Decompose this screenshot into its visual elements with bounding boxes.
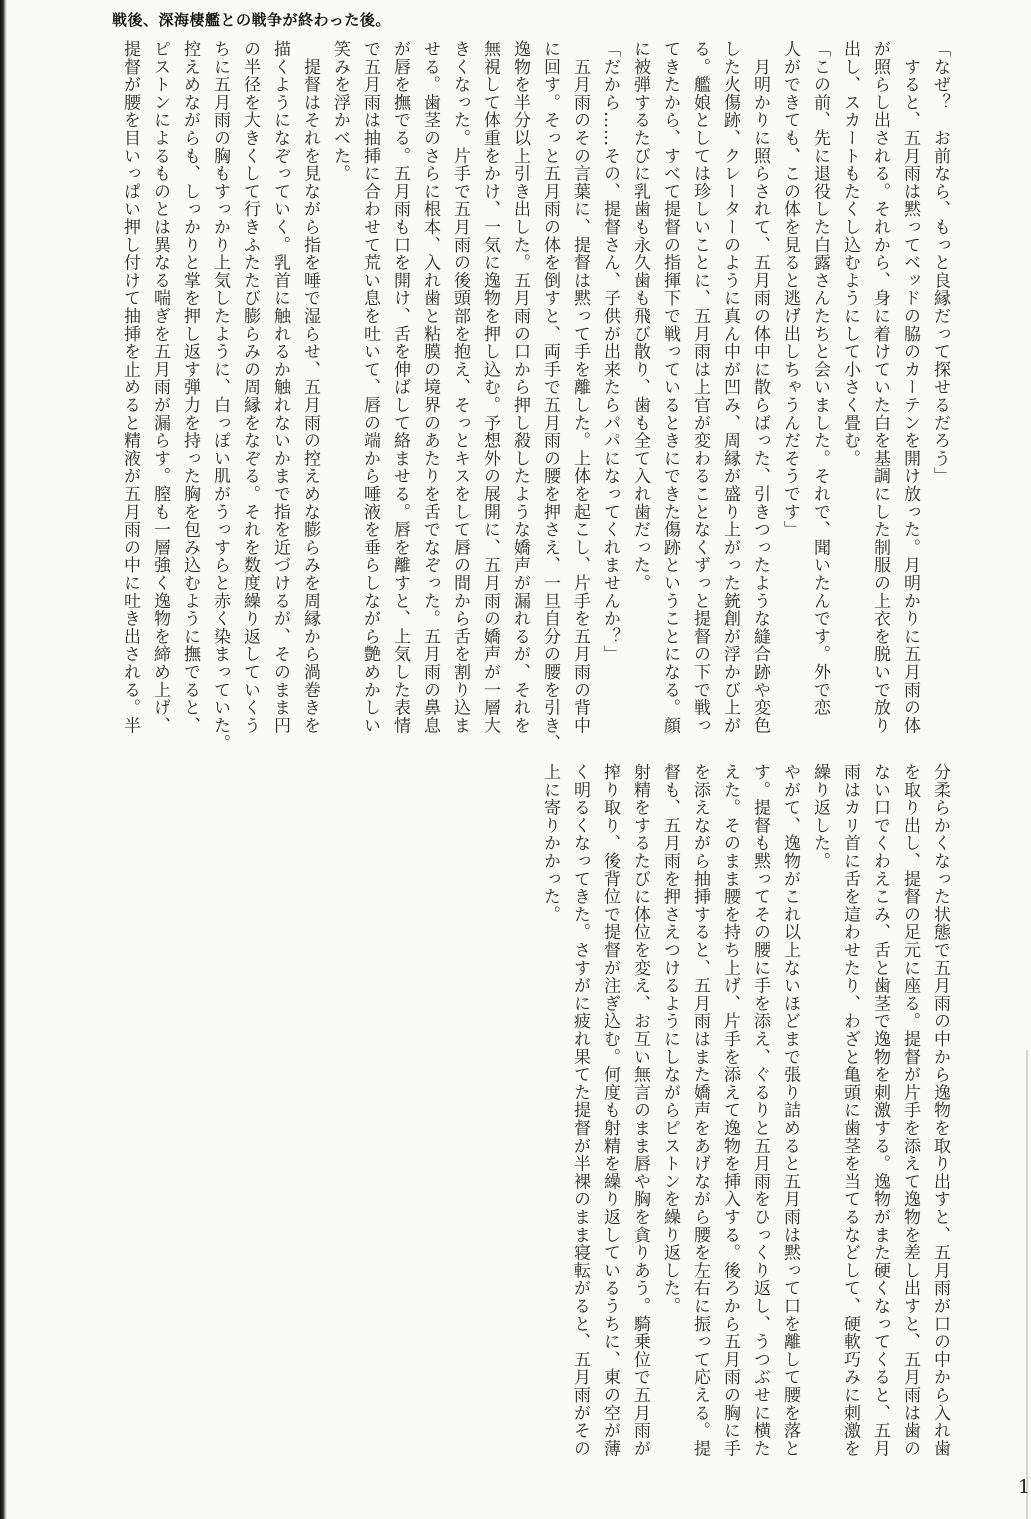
header-note: 戦後、深海棲艦との戦争が終わった後。 [112, 11, 391, 29]
text-band-top [115, 40, 955, 754]
text-column: 五月雨のその言葉に、提督は黙って手を離した。上体を起こし、片手を五月雨の背中 [570, 40, 590, 735]
text-column: やがて、逸物がこれ以上ないほどまで張り詰めると五月雨は黙って口を離して腰を落と [780, 763, 800, 1458]
text-column: 搾り取り、後背位で提督が注ぎ込む。何度も射精を繰り返しているうちに、東の空が薄 [600, 763, 620, 1458]
scan-edge-shadow [0, 0, 7, 1519]
text-column: く明るくなってきた。さすがに疲れ果てた提督が半裸のまま寝転がると、五月雨がその [570, 763, 590, 1458]
text-column: てきたから、すべて提督の指揮下で戦っているときにできた傷跡ということになる。顔 [660, 40, 680, 735]
text-column: きくなった。片手で五月雨の後頭部を抱え、そっとキスをして唇の間から舌を割り込ま [450, 40, 470, 735]
text-column: 月明かりに照らされて、五月雨の体中に散らばった、引きつったような縫合跡や変色 [750, 40, 770, 735]
text-column: ない口でくわえこみ、舌と歯茎で逸物を刺激する。逸物がまた硬くなってくると、五月 [870, 763, 890, 1458]
text-column: 笑みを浮かべた。 [330, 40, 350, 183]
text-column: に回す。そっと五月雨の体を倒すと、両手で五月雨の腰を押さえ、一旦自分の腰を引き、 [540, 40, 560, 752]
text-band-bottom [535, 763, 955, 1463]
text-column: 無視して体重をかけ、一気に逸物を押し込む。予想外の展開に、五月雨の嬌声が一層大 [480, 40, 500, 735]
text-column: る。艦娘としては珍しいことに、五月雨は上官が変わることなくずっと提督の下で戦っ [690, 40, 710, 735]
text-column: すると、五月雨は黙ってベッドの脇のカーテンを開け放った。月明かりに五月雨の体 [900, 40, 920, 735]
text-column: 「だから……その、提督さん、子供が出来たらパパになってくれませんか？」 [600, 40, 620, 663]
text-column: が照らし出される。それから、身に着けていた白を基調にした制服の上衣を脱いで放り [870, 40, 890, 735]
text-column: ピストンによるものとは異なる喘ぎを五月雨が漏らす。膣も一層強く逸物を締め上げ、 [150, 40, 170, 735]
text-column: す。提督も黙ってその腰に手を添え、ぐるりと五月雨をひっくり返し、うつぶせに横た [750, 763, 770, 1458]
text-column: せる。歯茎のさらに根本、入れ歯と粘膜の境界のあたりを舌でなぞった。五月雨の鼻息 [420, 40, 440, 735]
text-column: に被弾するたびに乳歯も永久歯も飛び散り、歯も全て入れ歯だった。 [630, 40, 650, 592]
text-column: 提督が腰を目いっぱい押し付けて抽挿を止めると精液が五月雨の中に吐き出される。半 [120, 40, 140, 735]
text-column: 射精をするたびに体位を変え、お互い無言のまま唇や胸を貪りあう。騎乗位で五月雨が [630, 763, 650, 1458]
text-column: で五月雨は抽挿に合わせて荒い息を吐いて、唇の端から唾液を垂らしながら艶めかしい [360, 40, 380, 735]
text-column: の半径を大きくして行きふたたび膨らみの周縁をなぞる。それを数度繰り返していくう [240, 40, 260, 735]
text-column: ちに五月雨の胸もすっかり上気したように、白っぽい肌がうっすらと赤く染まっていた。 [210, 40, 230, 752]
text-column: 「なぜ？ お前なら、もっと良縁だって探せるだろう」 [930, 40, 950, 485]
text-column: 描くようになぞっていく。乳首に触れるか触れないかまで指を近づけるが、そのまま円 [270, 40, 290, 735]
text-column: 上に寄りかかった。 [540, 763, 560, 924]
text-column: した火傷跡、クレーターのように真ん中が凹み、周縁が盛り上がった銃創が浮かび上が [720, 40, 740, 735]
text-column: 出し、スカートもたくし込むようにして小さく畳む。 [840, 40, 860, 468]
text-column: を取り出し、提督の足元に座る。提督が片手を添えて逸物を差し出すと、五月雨は歯の [900, 763, 920, 1458]
text-column: 督も、五月雨を押さえつけるようにしながらピストンを繰り返した。 [660, 763, 680, 1315]
page-number: 1 [1018, 1476, 1031, 1498]
text-column: が唇を撫でる。五月雨も口を開け、舌を伸ばして絡ませる。唇を離すと、上気した表情 [390, 40, 410, 735]
text-column: 控えめながらも、しっかりと掌を押し返す弾力を持った胸を包み込むように撫でると、 [180, 40, 200, 735]
text-column: 繰り返した。 [810, 763, 830, 870]
text-column: 提督はそれを見ながら指を唾で湿らせ、五月雨の控えめな膨らみを周縁から渦巻きを [300, 40, 320, 735]
text-column: 逸物を半分以上引き出した。五月雨の口から押し殺したような嬌声が漏れるが、それを [510, 40, 530, 735]
text-column: えた。そのまま腰を持ち上げ、片手を添えて逸物を挿入する。後ろから五月雨の胸に手 [720, 763, 740, 1458]
scan-edge-line [1026, 1050, 1028, 1519]
text-column: を添えながら抽挿すると、五月雨はまた嬌声をあげながら腰を左右に振って応える。提 [690, 763, 710, 1458]
text-column: 人ができても、この体を見ると逃げ出しちゃうんだそうです」 [780, 40, 800, 539]
text-column: 雨はカリ首に舌を這わせたり、わざと亀頭に歯茎を当てるなどして、硬軟巧みに刺激を [840, 763, 860, 1458]
text-column: 「この前、先に退役した白露さんたちと会いました。それで、聞いたんです。外で恋 [810, 40, 830, 717]
text-column: 分柔らかくなった状態で五月雨の中から逸物を取り出すと、五月雨が口の中から入れ歯 [930, 763, 950, 1458]
